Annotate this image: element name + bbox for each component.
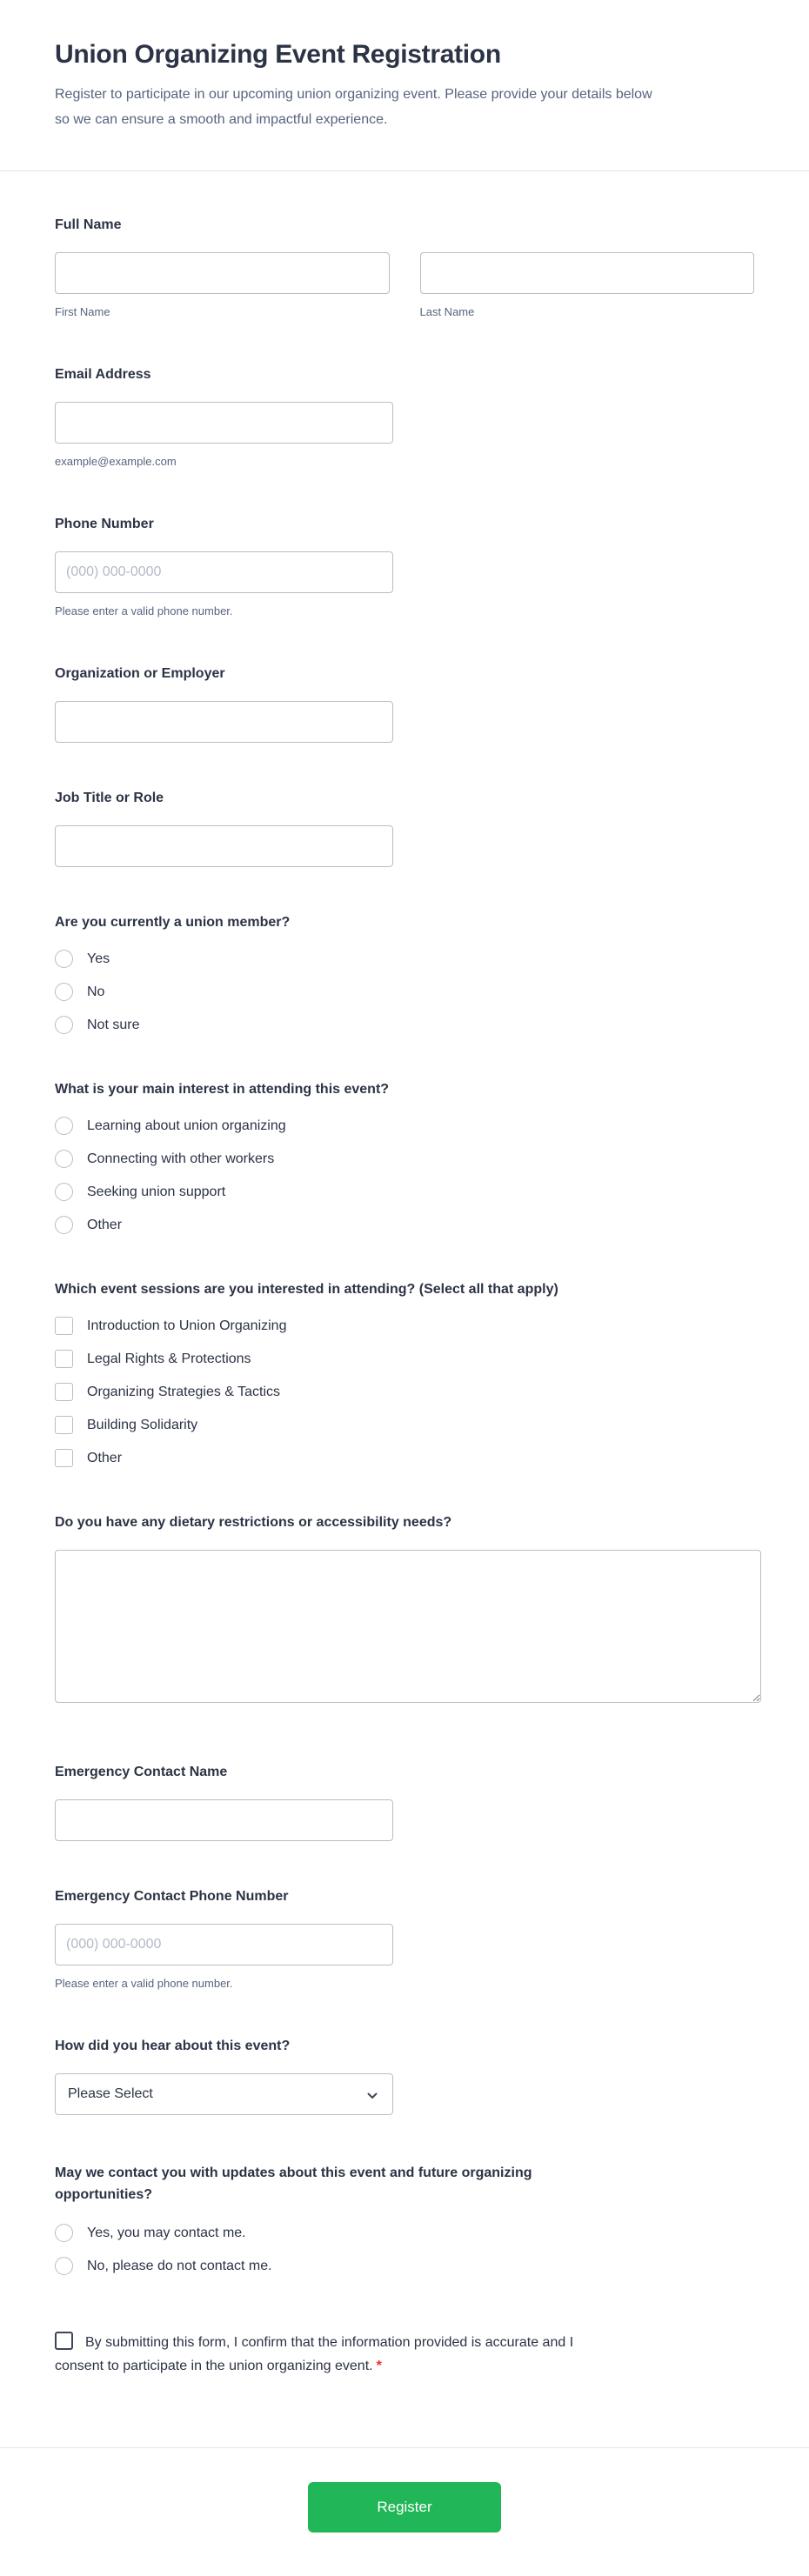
- form-subtitle: Register to participate in our upcoming union organizing event. Please provide your details below so we can ensure a smooth and impactful experience.: [55, 87, 652, 127]
- checkbox-option-strategies[interactable]: [55, 1383, 754, 1401]
- checkbox-option-introduction[interactable]: [55, 1317, 754, 1335]
- option-label: Building Solidarity: [87, 1418, 198, 1432]
- email-sublabel: example@example.com: [55, 455, 177, 468]
- radio-icon: [55, 2224, 73, 2242]
- sessions-label: Which event sessions are you interested in attending? (Select all that apply): [55, 1282, 558, 1297]
- emergency-phone-label: Emergency Contact Phone Number: [55, 1889, 289, 1904]
- form-title: Union Organizing Event Registration: [55, 40, 501, 69]
- radio-option-not-sure[interactable]: [55, 1016, 754, 1034]
- radio-option-contact-no[interactable]: [55, 2257, 754, 2275]
- organization-input[interactable]: [55, 701, 393, 743]
- job-title-label: Job Title or Role: [55, 791, 164, 805]
- field-union-member: [55, 914, 754, 1034]
- option-label: No, please do not contact me.: [87, 2259, 272, 2273]
- radio-icon: [55, 2257, 73, 2275]
- radio-option-seeking-support[interactable]: [55, 1183, 754, 1201]
- required-asterisk: *: [376, 2359, 382, 2373]
- consent-checkbox[interactable]: [55, 2332, 73, 2350]
- phone-label: Phone Number: [55, 517, 154, 531]
- field-sessions: [55, 1281, 754, 1467]
- dietary-label: Do you have any dietary restrictions or accessibility needs?: [55, 1515, 452, 1530]
- sessions-options: [55, 1317, 754, 1467]
- option-label: Other: [87, 1218, 123, 1232]
- dietary-textarea[interactable]: [55, 1550, 761, 1703]
- checkbox-icon: [55, 1383, 73, 1401]
- checkbox-icon: [55, 1449, 73, 1467]
- select-value: Please Select: [68, 2086, 153, 2101]
- checkbox-option-solidarity[interactable]: [55, 1416, 754, 1434]
- radio-icon: [55, 1016, 73, 1034]
- option-label: Learning about union organizing: [87, 1118, 286, 1133]
- radio-option-other-interest[interactable]: [55, 1216, 754, 1234]
- checkbox-option-legal-rights[interactable]: [55, 1350, 754, 1368]
- checkbox-icon: [55, 1416, 73, 1434]
- radio-icon: [55, 1216, 73, 1234]
- option-label: Organizing Strategies & Tactics: [87, 1385, 281, 1399]
- consent-text: By submitting this form, I confirm that the information provided is accurate and I consent to participate in the union organizing event.: [55, 2335, 574, 2373]
- checkbox-icon: [55, 1350, 73, 1368]
- radio-option-contact-yes[interactable]: [55, 2224, 754, 2242]
- union-member-label: Are you currently a union member?: [55, 915, 291, 930]
- contact-updates-label: May we contact you with updates about this event and future organizing opportunities?: [55, 2166, 532, 2202]
- field-dietary: [55, 1514, 754, 1703]
- first-name-input[interactable]: [55, 252, 390, 294]
- checkbox-option-other-session[interactable]: [55, 1449, 754, 1467]
- form-footer: [0, 2447, 809, 2576]
- option-label: Seeking union support: [87, 1185, 226, 1199]
- phone-sublabel: Please enter a valid phone number.: [55, 604, 233, 617]
- full-name-label: Full Name: [55, 217, 122, 232]
- field-full-name: [55, 217, 754, 319]
- field-organization: [55, 665, 754, 743]
- first-name-sublabel: First Name: [55, 305, 110, 318]
- radio-option-connecting[interactable]: [55, 1150, 754, 1168]
- main-interest-options: [55, 1117, 754, 1234]
- field-emergency-phone: [55, 1888, 754, 1991]
- option-label: Connecting with other workers: [87, 1151, 275, 1166]
- option-label: Not sure: [87, 1018, 140, 1032]
- radio-icon: [55, 1117, 73, 1135]
- field-phone: [55, 516, 754, 618]
- option-label: Yes, you may contact me.: [87, 2226, 246, 2240]
- option-label: Yes: [87, 951, 110, 966]
- hear-about-select[interactable]: [55, 2073, 393, 2115]
- radio-option-no[interactable]: [55, 983, 754, 1001]
- field-job-title: [55, 790, 754, 867]
- radio-icon: [55, 1150, 73, 1168]
- option-label: Other: [87, 1451, 123, 1465]
- union-member-options: [55, 950, 754, 1034]
- email-input[interactable]: [55, 402, 393, 444]
- field-consent: [55, 2331, 587, 2378]
- radio-icon: [55, 1183, 73, 1201]
- hear-about-label: How did you hear about this event?: [55, 2039, 291, 2053]
- form-header: [0, 0, 809, 171]
- option-label: No: [87, 984, 105, 999]
- organization-label: Organization or Employer: [55, 666, 225, 681]
- emergency-name-label: Emergency Contact Name: [55, 1765, 228, 1779]
- option-label: Legal Rights & Protections: [87, 1351, 251, 1366]
- emergency-phone-input[interactable]: [55, 1924, 393, 1965]
- field-main-interest: [55, 1081, 754, 1234]
- phone-input[interactable]: [55, 551, 393, 593]
- checkbox-icon: [55, 1317, 73, 1335]
- register-button[interactable]: Register: [308, 2482, 501, 2533]
- job-title-input[interactable]: [55, 825, 393, 867]
- option-label: Introduction to Union Organizing: [87, 1318, 287, 1333]
- emergency-phone-sublabel: Please enter a valid phone number.: [55, 1977, 233, 1990]
- field-contact-updates: [55, 2162, 754, 2275]
- radio-icon: [55, 950, 73, 968]
- contact-updates-options: [55, 2224, 754, 2275]
- radio-option-yes[interactable]: [55, 950, 754, 968]
- emergency-name-input[interactable]: [55, 1799, 393, 1841]
- last-name-sublabel: Last Name: [419, 305, 475, 318]
- radio-icon: [55, 983, 73, 1001]
- field-email: [55, 366, 754, 469]
- radio-option-learning[interactable]: [55, 1117, 754, 1135]
- field-emergency-name: [55, 1764, 754, 1841]
- chevron-down-icon: [365, 2089, 379, 2103]
- last-name-input[interactable]: [420, 252, 755, 294]
- form-body: [0, 171, 809, 2447]
- field-hear-about: [55, 2038, 754, 2115]
- main-interest-label: What is your main interest in attending this event?: [55, 1082, 390, 1097]
- email-label: Email Address: [55, 367, 151, 382]
